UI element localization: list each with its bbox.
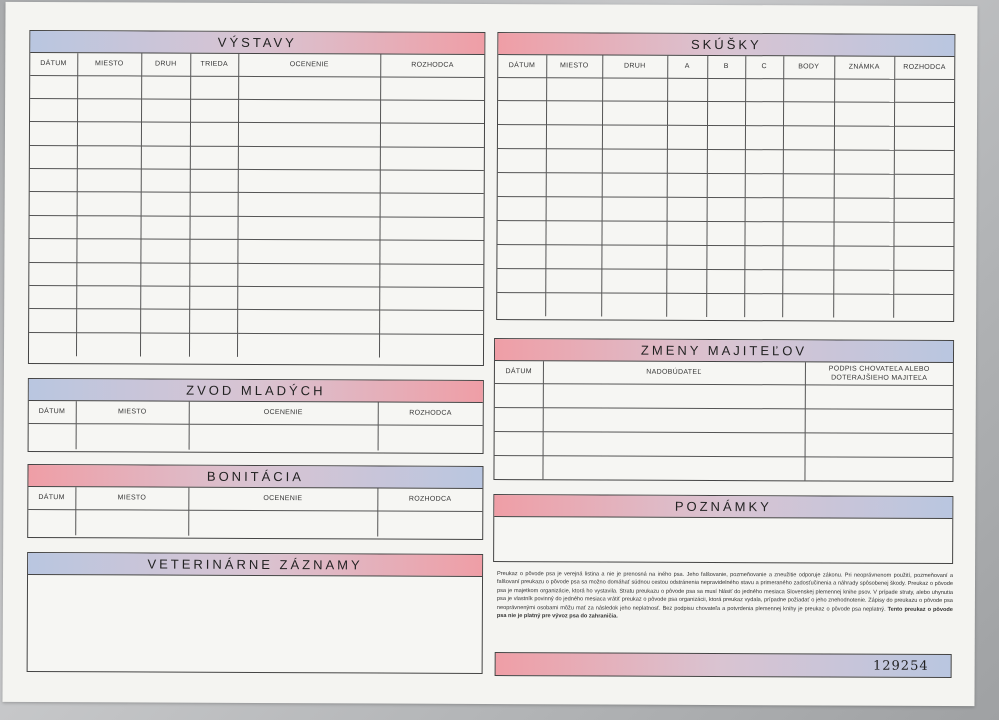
empty-cell	[745, 126, 783, 150]
empty-cell	[834, 150, 894, 174]
empty-cell	[498, 173, 546, 197]
empty-cell	[498, 125, 546, 149]
empty-cell	[380, 170, 484, 194]
zvod-col-datum: DÁTUM	[29, 401, 76, 423]
table-row	[497, 220, 953, 246]
zmeny-rows	[494, 383, 952, 481]
empty-cell	[76, 309, 140, 333]
skusky-rows	[497, 77, 954, 318]
empty-cell	[834, 198, 894, 222]
empty-cell	[894, 127, 954, 151]
skusky-col-body: BODY	[783, 56, 834, 78]
empty-cell	[76, 216, 140, 240]
empty-cell	[77, 169, 141, 193]
empty-cell	[189, 263, 237, 287]
table-row	[497, 268, 953, 294]
skusky-col-druh: DRUH	[602, 55, 667, 77]
skusky-table	[497, 55, 954, 318]
empty-cell	[75, 509, 188, 535]
empty-cell	[601, 245, 666, 269]
empty-cell	[667, 78, 707, 102]
empty-cell	[379, 287, 483, 311]
empty-cell	[76, 286, 140, 310]
empty-cell	[497, 244, 545, 268]
empty-cell	[805, 384, 953, 409]
empty-cell	[497, 220, 545, 244]
empty-cell	[140, 333, 189, 357]
skusky-col-rozhodca: ROZHODCA	[894, 57, 954, 79]
empty-cell	[77, 99, 141, 123]
empty-cell	[706, 293, 744, 317]
table-row	[30, 192, 484, 217]
empty-cell	[745, 102, 783, 126]
empty-cell	[189, 286, 237, 310]
empty-cell	[707, 174, 745, 198]
empty-cell	[893, 294, 953, 318]
table-row	[29, 286, 483, 311]
empty-cell	[189, 239, 237, 263]
empty-cell	[30, 145, 77, 169]
empty-cell	[380, 123, 484, 147]
empty-cell	[894, 79, 954, 103]
table-row	[29, 215, 483, 240]
empty-cell	[706, 269, 744, 293]
empty-cell	[141, 146, 190, 170]
empty-cell	[834, 174, 894, 198]
skusky-col-a: A	[667, 56, 707, 78]
empty-cell	[546, 197, 602, 221]
zmeny-col-datum: DÁTUM	[495, 361, 543, 383]
table-row	[30, 169, 484, 194]
empty-cell	[140, 309, 189, 333]
empty-cell	[545, 244, 601, 268]
vystavy-section	[28, 30, 485, 366]
empty-cell	[141, 192, 190, 216]
table-row	[495, 431, 953, 457]
empty-cell	[379, 334, 483, 358]
empty-cell	[744, 293, 782, 317]
empty-cell	[238, 169, 380, 193]
vystavy-col-datum: DÁTUM	[30, 53, 77, 75]
empty-cell	[190, 193, 238, 217]
empty-cell	[707, 150, 745, 174]
empty-cell	[782, 269, 833, 293]
empty-cell	[140, 286, 189, 310]
empty-cell	[545, 221, 601, 245]
empty-cell	[380, 147, 484, 171]
zmeny-col-podpis: PODPIS CHOVATEĽA ALEBO DOTERAJŠIEHO MAJITEĽA	[805, 362, 953, 385]
skusky-col-znamka: ZNÁMKA	[834, 56, 894, 78]
bonitacia-rows	[28, 509, 482, 537]
bonitacia-col-ocenenie: OCENENIE	[188, 488, 377, 511]
bonitacia-table	[28, 487, 482, 537]
empty-cell	[833, 246, 893, 270]
table-row	[494, 455, 952, 481]
empty-cell	[744, 269, 782, 293]
empty-cell	[141, 99, 190, 123]
skusky-section	[496, 32, 955, 322]
empty-cell	[667, 126, 707, 150]
empty-cell	[28, 509, 75, 535]
empty-cell	[602, 173, 667, 197]
empty-cell	[546, 125, 602, 149]
zmeny-col-nadobudatel: NADOBÚDATEĽ	[543, 361, 805, 384]
empty-cell	[546, 101, 602, 125]
empty-cell	[190, 122, 238, 146]
zvod-col-miesto: MIESTO	[76, 401, 189, 423]
empty-cell	[894, 174, 954, 198]
vystavy-table	[29, 53, 484, 358]
empty-cell	[237, 240, 379, 264]
empty-cell	[744, 245, 782, 269]
zvod-col-ocenenie: OCENENIE	[189, 402, 378, 425]
empty-cell	[782, 293, 833, 317]
legal-notice-bold: Tento preukaz o pôvode psa nie je platný pre vývoz psa do zahraničia.	[496, 606, 953, 620]
zmeny-section	[493, 338, 954, 482]
empty-cell	[601, 269, 666, 293]
skusky-col-datum: DÁTUM	[498, 55, 546, 77]
empty-cell	[543, 383, 805, 408]
empty-cell	[30, 75, 77, 99]
empty-cell	[29, 332, 76, 356]
empty-cell	[546, 77, 602, 101]
empty-cell	[834, 126, 894, 150]
empty-cell	[834, 102, 894, 126]
empty-cell	[602, 125, 667, 149]
empty-cell	[782, 246, 833, 270]
table-row	[28, 509, 482, 537]
table-row	[29, 423, 483, 451]
empty-cell	[744, 221, 782, 245]
empty-cell	[29, 286, 76, 310]
empty-cell	[377, 511, 482, 537]
empty-cell	[495, 383, 543, 407]
empty-cell	[237, 333, 379, 357]
table-row	[498, 149, 954, 175]
bonitacia-col-rozhodca: ROZHODCA	[377, 489, 482, 511]
empty-cell	[380, 100, 484, 124]
empty-cell	[546, 149, 602, 173]
empty-cell	[378, 425, 483, 451]
table-row	[498, 125, 954, 151]
empty-cell	[745, 150, 783, 174]
empty-cell	[542, 455, 804, 480]
empty-cell	[782, 222, 833, 246]
table-row	[30, 122, 484, 147]
empty-cell	[190, 169, 238, 193]
zmeny-title: ZMENY MAJITEĽOV	[495, 339, 953, 363]
empty-cell	[29, 239, 76, 263]
empty-cell	[379, 264, 483, 288]
zvod-col-rozhodca: ROZHODCA	[378, 403, 483, 425]
empty-cell	[498, 149, 546, 173]
empty-cell	[706, 245, 744, 269]
empty-cell	[545, 268, 601, 292]
empty-cell	[805, 408, 953, 433]
empty-cell	[545, 292, 601, 316]
empty-cell	[498, 196, 546, 220]
empty-cell	[141, 75, 190, 99]
empty-cell	[804, 456, 952, 481]
empty-cell	[602, 197, 667, 221]
table-row	[29, 332, 483, 357]
vystavy-col-rozhodca: ROZHODCA	[380, 55, 484, 77]
empty-cell	[602, 101, 667, 125]
bonitacia-title: BONITÁCIA	[28, 465, 482, 489]
empty-cell	[189, 424, 378, 451]
bonitacia-col-datum: DÁTUM	[28, 487, 75, 509]
empty-cell	[238, 123, 380, 147]
empty-cell	[77, 75, 141, 99]
bonitacia-section	[27, 464, 483, 540]
empty-cell	[666, 245, 706, 269]
empty-cell	[494, 455, 542, 479]
table-row	[30, 75, 484, 100]
empty-cell	[379, 217, 483, 241]
empty-cell	[834, 78, 894, 102]
empty-cell	[707, 78, 745, 102]
empty-cell	[546, 173, 602, 197]
empty-cell	[498, 101, 546, 125]
empty-cell	[894, 103, 954, 127]
empty-cell	[188, 510, 377, 537]
empty-cell	[894, 198, 954, 222]
table-row	[495, 383, 953, 409]
empty-cell	[666, 221, 706, 245]
empty-cell	[666, 269, 706, 293]
empty-cell	[30, 98, 77, 122]
empty-cell	[667, 173, 707, 197]
empty-cell	[833, 294, 893, 318]
empty-cell	[77, 192, 141, 216]
vystavy-col-ocenenie: OCENENIE	[238, 54, 380, 77]
zvod-rows	[29, 423, 483, 451]
empty-cell	[783, 126, 834, 150]
empty-cell	[189, 216, 237, 240]
empty-cell	[189, 310, 237, 334]
empty-cell	[745, 198, 783, 222]
legal-notice-text: Preukaz o pôvode psa je verejná listina a nie je prenosná na iného psa. Jeho falšovanie, pozmeňovanie a zneužitie odporuje zákonu. Pri neoprávnenom použití, pozmeňovaní a falšovaní preukazu o pôvode psa sa možno domáhať súdnou cestou odstránenia nepravidelného stavu a primeraného zadosťučinenia a náhrady spôsobenej škody. Preukaz o pôvode psa je majetkom organizácie, ktorá ho vystavila. Stratu preukazu o pôvode psa sa musí hlásiť do jedného mesiaca Slovenskej plemennej knihe psov. V prípade straty, alebo uhynutia psa je vlastník povinný do jedného mesiaca vrátiť preukaz o pôvode psa organizácii, ktorá preukaz vydala, prípadne požiadať o jeho znehodnotenie. Zápisy do preukazu o pôvode psa neoprávnenými osobami môžu mať za následok jeho neplatnosť. Bez podpisu chovateľa a potvrdenia plemennej knihy je preukaz o pôvode psa neplatný.	[496, 571, 954, 613]
empty-cell	[380, 193, 484, 217]
empty-cell	[745, 78, 783, 102]
table-row	[498, 173, 954, 199]
zvod-table	[29, 401, 483, 451]
table-row	[30, 98, 484, 123]
empty-cell	[495, 431, 543, 455]
empty-cell	[667, 149, 707, 173]
empty-cell	[707, 197, 745, 221]
table-row	[497, 292, 953, 318]
empty-cell	[29, 215, 76, 239]
vystavy-col-druh: DRUH	[141, 53, 190, 75]
skusky-col-b: B	[707, 56, 745, 78]
empty-cell	[498, 77, 546, 101]
empty-cell	[30, 122, 77, 146]
table-row	[498, 196, 954, 222]
empty-cell	[783, 102, 834, 126]
empty-cell	[238, 193, 380, 217]
empty-cell	[893, 246, 953, 270]
empty-cell	[77, 145, 141, 169]
empty-cell	[380, 77, 484, 101]
table-row	[497, 244, 953, 270]
zvod-title: ZVOD MLADÝCH	[29, 379, 483, 403]
vystavy-col-trieda: TRIEDA	[190, 54, 238, 76]
empty-cell	[29, 262, 76, 286]
empty-cell	[805, 432, 953, 457]
serial-number-bar	[495, 652, 952, 678]
table-row	[498, 77, 954, 103]
empty-cell	[379, 240, 483, 264]
empty-cell	[667, 197, 707, 221]
empty-cell	[783, 150, 834, 174]
table-row	[29, 309, 483, 334]
empty-cell	[894, 150, 954, 174]
empty-cell	[237, 310, 379, 334]
empty-cell	[30, 169, 77, 193]
empty-cell	[666, 293, 706, 317]
empty-cell	[30, 192, 77, 216]
empty-cell	[783, 174, 834, 198]
empty-cell	[707, 126, 745, 150]
table-row	[495, 407, 953, 433]
empty-cell	[833, 222, 893, 246]
empty-cell	[238, 99, 380, 123]
vystavy-rows	[29, 75, 484, 358]
empty-cell	[602, 77, 667, 101]
empty-cell	[237, 263, 379, 287]
poznamky-section	[493, 494, 953, 564]
empty-cell	[141, 122, 190, 146]
vystavy-col-miesto: MIESTO	[77, 53, 141, 75]
empty-cell	[140, 239, 189, 263]
empty-cell	[190, 99, 238, 123]
empty-cell	[497, 268, 545, 292]
empty-cell	[893, 222, 953, 246]
serial-number: 129254	[872, 658, 929, 674]
empty-cell	[77, 122, 141, 146]
skusky-col-c: C	[745, 56, 783, 78]
zvod-section	[28, 378, 484, 454]
empty-cell	[237, 286, 379, 310]
veterinarne-section	[27, 552, 484, 674]
empty-cell	[141, 169, 190, 193]
bonitacia-col-miesto: MIESTO	[75, 487, 188, 509]
zmeny-table	[494, 361, 953, 481]
empty-cell	[76, 262, 140, 286]
table-row	[498, 101, 954, 127]
empty-cell	[543, 431, 805, 456]
empty-cell	[238, 76, 380, 100]
empty-cell	[497, 292, 545, 316]
poznamky-title: POZNÁMKY	[494, 495, 952, 519]
empty-cell	[140, 263, 189, 287]
empty-cell	[893, 270, 953, 294]
table-row	[29, 239, 483, 264]
table-row	[30, 145, 484, 170]
empty-cell	[543, 407, 805, 432]
empty-cell	[76, 239, 140, 263]
empty-cell	[601, 293, 666, 317]
pedigree-certificate-page	[2, 2, 977, 706]
empty-cell	[238, 146, 380, 170]
empty-cell	[190, 146, 238, 170]
empty-cell	[783, 198, 834, 222]
skusky-title: SKÚŠKY	[498, 33, 954, 57]
veterinarne-title: VETERINÁRNE ZÁZNAMY	[28, 553, 482, 577]
empty-cell	[706, 221, 744, 245]
empty-cell	[76, 423, 189, 449]
empty-cell	[237, 216, 379, 240]
empty-cell	[29, 309, 76, 333]
empty-cell	[601, 221, 666, 245]
empty-cell	[745, 174, 783, 198]
empty-cell	[667, 102, 707, 126]
empty-cell	[76, 332, 140, 356]
legal-notice	[497, 570, 953, 622]
table-row	[29, 262, 483, 287]
empty-cell	[189, 333, 237, 357]
empty-cell	[602, 149, 667, 173]
empty-cell	[190, 76, 238, 100]
empty-cell	[140, 216, 189, 240]
empty-cell	[379, 310, 483, 334]
empty-cell	[833, 270, 893, 294]
empty-cell	[707, 102, 745, 126]
empty-cell	[495, 407, 543, 431]
skusky-col-miesto: MIESTO	[546, 55, 602, 77]
vystavy-title: VÝSTAVY	[30, 31, 484, 55]
empty-cell	[783, 78, 834, 102]
empty-cell	[29, 423, 76, 449]
